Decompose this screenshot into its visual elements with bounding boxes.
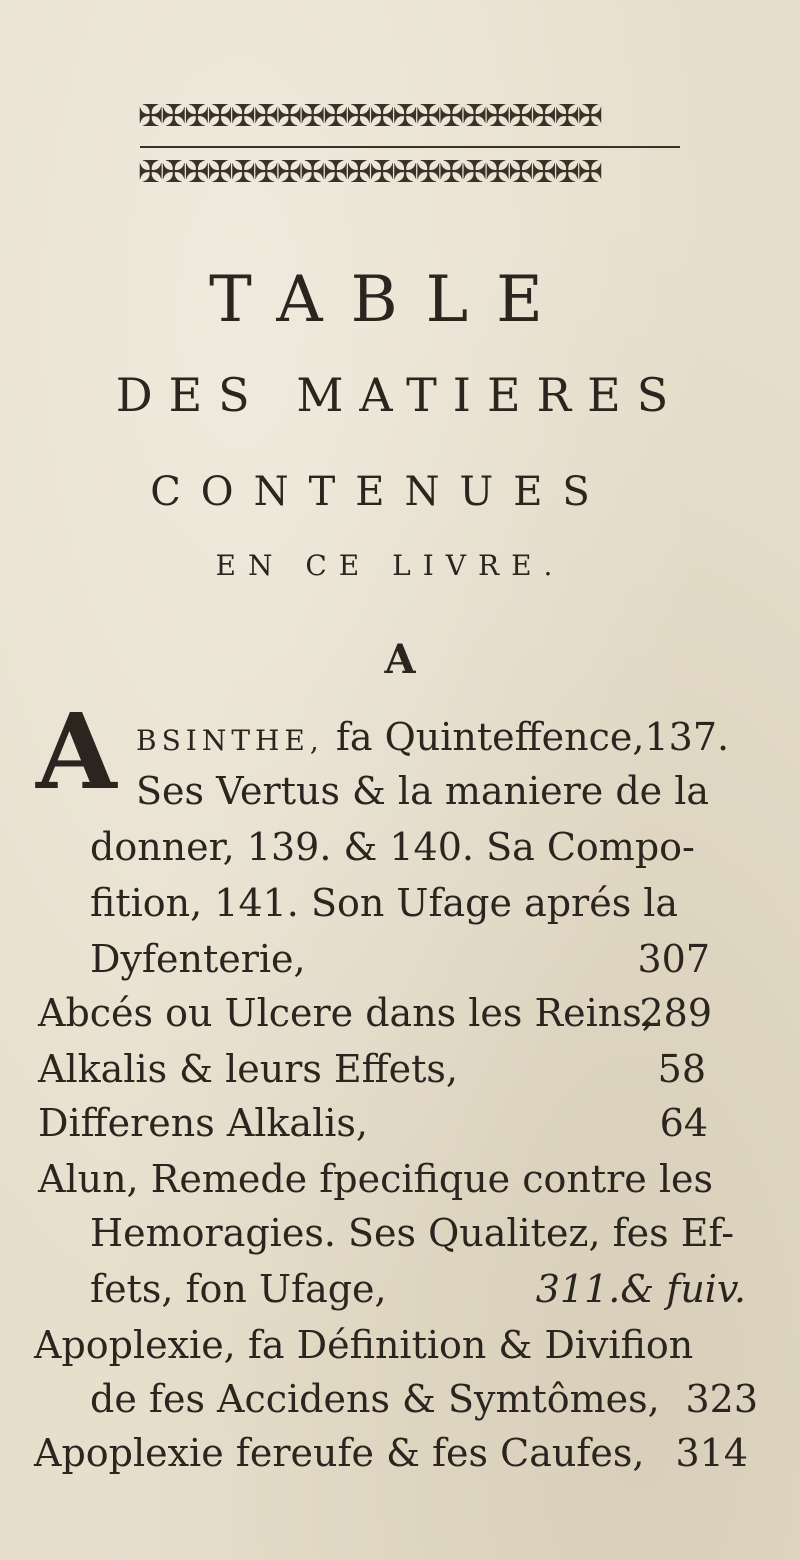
entry-text: fa Quinteffence,137. xyxy=(323,715,730,759)
drop-cap: A xyxy=(36,690,117,813)
index-line xyxy=(90,1377,758,1421)
index-line xyxy=(136,769,756,813)
page-number: 311.& fuiv. xyxy=(535,1267,746,1311)
ornamental-border-bottom: ✠✠✠✠✠✠✠✠✠✠✠✠✠✠✠✠✠✠✠✠ xyxy=(138,158,601,188)
ornamental-border-top: ✠✠✠✠✠✠✠✠✠✠✠✠✠✠✠✠✠✠✠✠ xyxy=(138,102,601,132)
index-line xyxy=(90,1267,746,1311)
page-number: 314 xyxy=(675,1431,748,1475)
title-des-matieres: DES MATIERES xyxy=(115,368,685,422)
index-line xyxy=(38,991,712,1035)
entry-text: Alun, Remede fpecifique contre les xyxy=(38,1157,714,1201)
page-number: 64 xyxy=(659,1101,708,1145)
entry-text: Apoplexie fereufe & fes Caufes, xyxy=(34,1431,645,1475)
entry-text: Hemoragies. Ses Qualitez, fes Ef- xyxy=(90,1211,735,1255)
index-line xyxy=(34,1431,748,1475)
page-number: 323 xyxy=(685,1377,758,1421)
entry-text: fition, 141. Son Ufage aprés la xyxy=(90,881,679,925)
page-number: 58 xyxy=(657,1047,706,1091)
entry-text: donner, 139. & 140. Sa Compo- xyxy=(90,825,695,869)
index-line xyxy=(34,1323,758,1367)
entry-text: Apoplexie, fa Définition & Divifion xyxy=(34,1323,694,1367)
entry-text: Ses Vertus & la maniere de la xyxy=(136,769,710,813)
entry-text: Alkalis & leurs Effets, xyxy=(38,1047,459,1091)
title-contenues: CONTENUES xyxy=(150,469,610,515)
entry-text: de fes Accidens & Symtômes, xyxy=(90,1377,660,1421)
index-line xyxy=(38,1157,758,1201)
index-line xyxy=(38,1101,708,1145)
section-letter: A xyxy=(384,636,416,683)
entry-smallcaps: BSINTHE, xyxy=(136,724,324,757)
index-line xyxy=(90,881,756,925)
title-en-ce-livre: EN CE LIVRE. xyxy=(215,549,565,582)
index-line xyxy=(90,937,710,981)
index-line xyxy=(90,1211,758,1255)
entry-text: Differens Alkalis, xyxy=(38,1101,368,1145)
entry-text: Dyfenterie, xyxy=(90,937,306,981)
entry-text: Abcés ou Ulcere dans les Reins, xyxy=(38,991,654,1035)
index-line xyxy=(90,825,756,869)
page-number: 289 xyxy=(639,991,712,1035)
index-line xyxy=(136,715,756,759)
title-table: TABLE xyxy=(209,263,571,337)
index-line xyxy=(38,1047,706,1091)
entry-text: fets, fon Ufage, xyxy=(90,1267,387,1311)
page-number: 307 xyxy=(637,937,710,981)
